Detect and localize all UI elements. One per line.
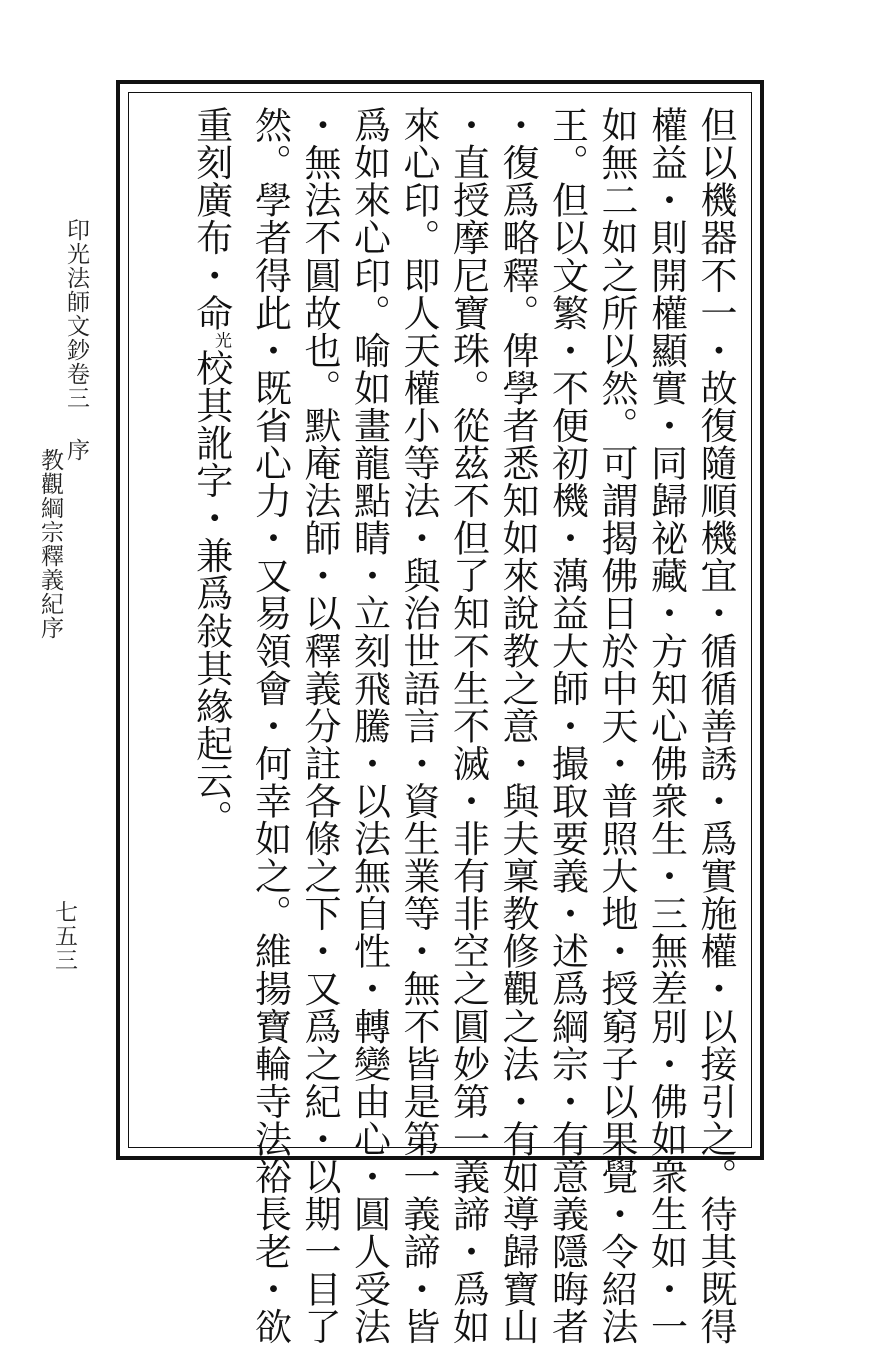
- text-column: 然。學者得此・既省心力・又易領會・何幸如之。維揚寶輪寺法裕長老・欲: [248, 106, 292, 1345]
- running-head-book: [64, 218, 87, 462]
- running-head-chapter: 教觀綱宗釋義紀序: [37, 448, 63, 640]
- text-column: 來心印。即人天權小等法・與治世語言・資生業等・無不皆是第一義諦・皆: [397, 106, 440, 1345]
- text-segment: 校其訛字・兼爲敍其緣起云。: [189, 348, 233, 838]
- body-text: [186, 106, 740, 1345]
- section-label: 序: [63, 438, 89, 462]
- text-column: 如無二如之所以然。可謂揭佛日於中天・普照大地・授窮子以果覺・令紹法: [595, 106, 638, 1345]
- book-title: 印光法師文鈔卷三: [63, 218, 89, 410]
- text-column: ・直授摩尼寶珠。從茲不但了知不生不滅・非有非空之圓妙第一義諦・爲如: [446, 106, 490, 1345]
- text-column: 但以機器不一・故復隨順機宜・循循善誘・爲實施權・以接引之。待其既得: [694, 106, 737, 1345]
- text-column: 權益・則開權顯實・同歸祕藏・方知心佛衆生・三無差別・佛如衆生如・一: [644, 106, 688, 1345]
- text-column-last: [186, 106, 245, 1136]
- small-self-reference: 光: [211, 331, 231, 349]
- text-column: 王。但以文繁・不便初機・蕅益大師・撮取要義・述爲綱宗・有意義隱晦者: [545, 106, 589, 1345]
- text-segment: 重刻廣布・命: [189, 106, 233, 332]
- text-column: ・復爲略釋。俾學者悉知如來說教之意・與夫稟教修觀之法・有如導歸寶山: [496, 106, 539, 1345]
- page-number: 七五三: [51, 900, 77, 972]
- text-column: 爲如來心印。喻如畫龍點睛・立刻飛騰・以法無自性・轉變由心・圓人受法: [347, 106, 391, 1345]
- text-column: ・無法不圓故也。默庵法師・以釋義分註各條之下・又爲之紀・以期一目了: [298, 106, 341, 1345]
